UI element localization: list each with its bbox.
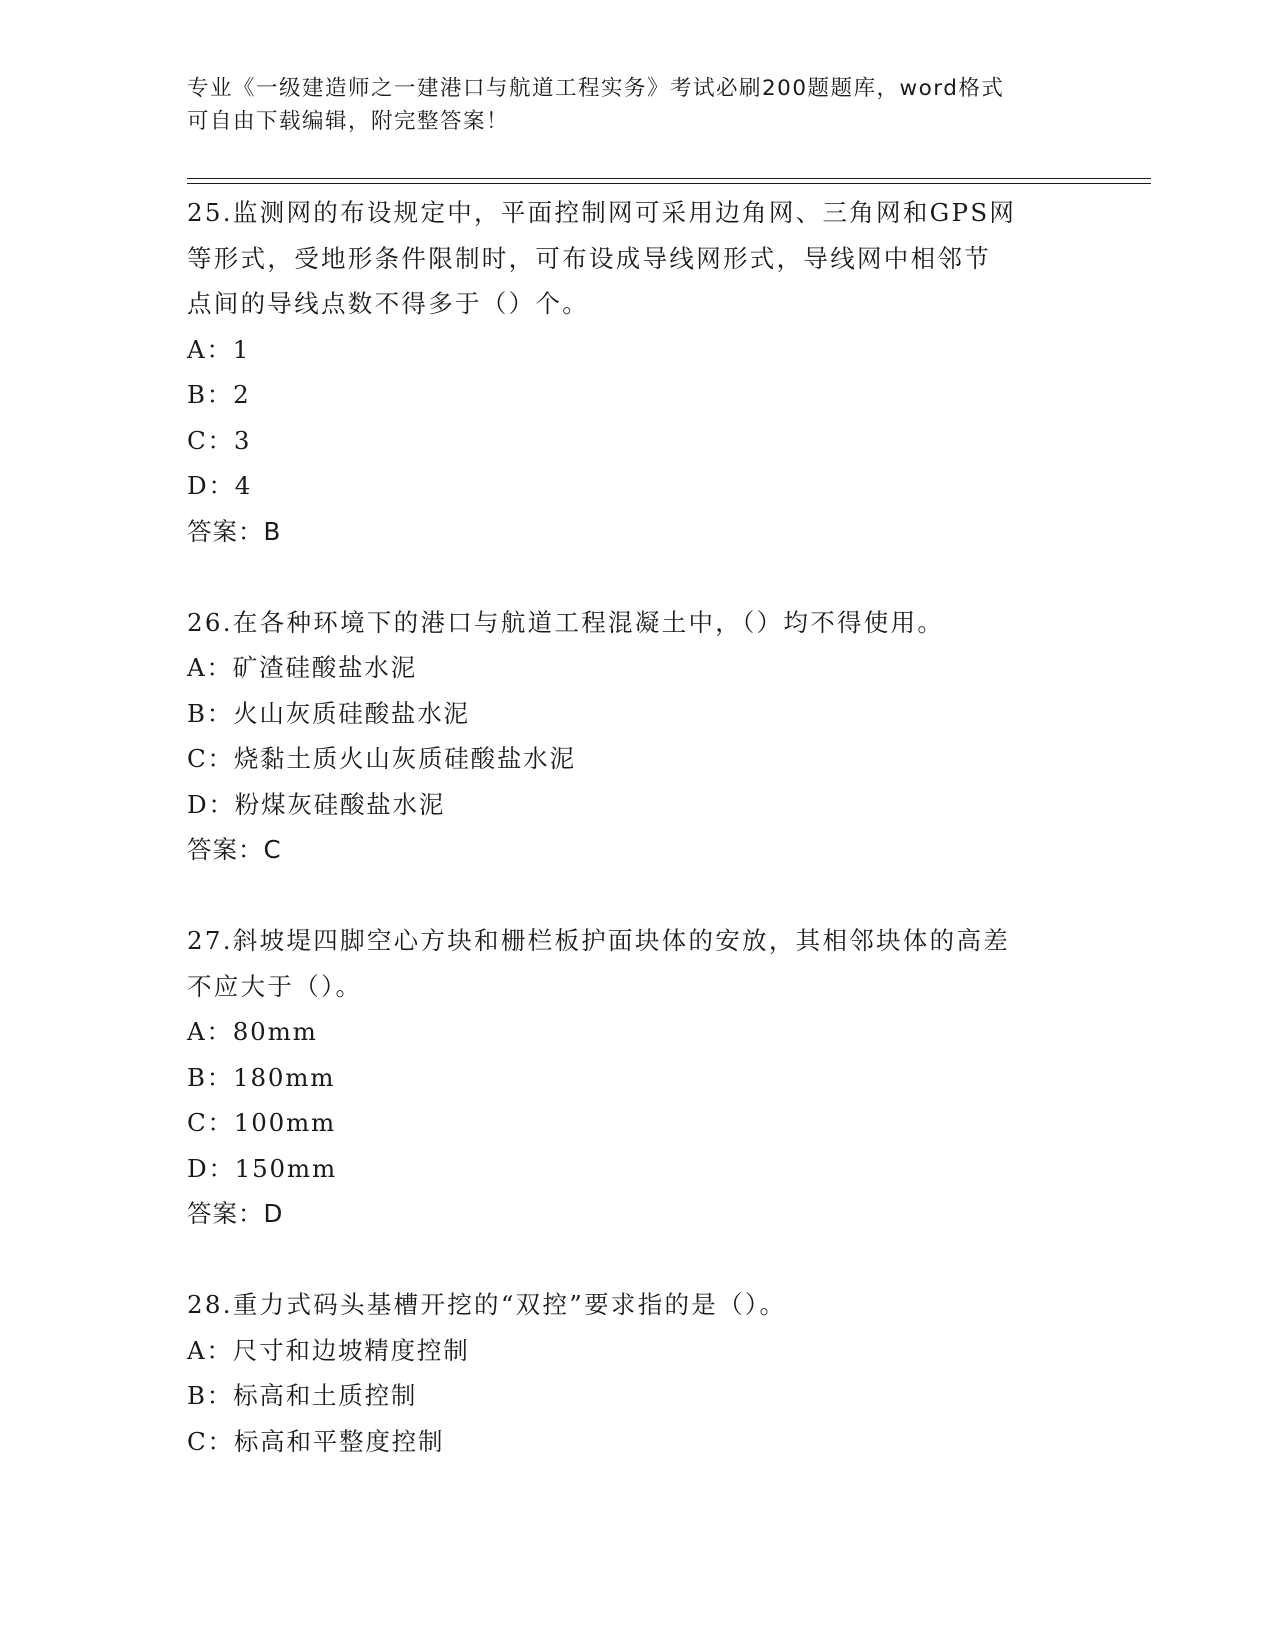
header-divider-bottom [187,183,1151,184]
option-b: B：标高和土质控制 [187,1381,418,1410]
answer: 答案：C [187,835,282,864]
option-b: B：180mm [187,1062,336,1092]
option-c: C：烧黏土质火山灰质硅酸盐水泥 [187,744,576,773]
question-28 [187,1282,1087,1464]
question-stem-line: 26.在各种环境下的港口与航道工程混凝土中，（）均不得使用。 [187,607,945,637]
option-c: C：3 [187,425,252,455]
option-a: A：矿渣硅酸盐水泥 [187,653,417,682]
document-header [187,72,1067,138]
question-stem-line: 不应大于（）。 [187,971,363,1001]
question-stem-line: 28.重力式码头基槽开挖的“双控”要求指的是（）。 [187,1290,787,1319]
question-stem-line: 25.监测网的布设规定中，平面控制网可采用边角网、三角网和GPS网 [187,198,1017,227]
option-b: B：2 [187,380,251,409]
question-list [187,190,1087,1510]
question-stem-line: 等形式，受地形条件限制时，可布设成导线网形式，导线网中相邻节 [187,243,991,273]
question-25 [187,190,1087,554]
header-line-2: 可自由下载编辑，附完整答案！ [187,109,510,134]
option-a: A：1 [187,334,251,364]
option-c: C：100mm [187,1108,337,1137]
option-a: A：80mm [187,1017,318,1046]
option-d: D：4 [187,471,253,500]
question-27 [187,918,1087,1237]
option-c: C：标高和平整度控制 [187,1426,445,1456]
option-a: A：尺寸和边坡精度控制 [187,1335,470,1365]
answer: 答案：B [187,516,282,546]
answer: 答案：D [187,1199,284,1228]
header-divider-top [187,178,1151,179]
option-d: D：粉煤灰硅酸盐水泥 [187,789,446,819]
question-stem-line: 27.斜坡堤四脚空心方块和栅栏板护面块体的安放，其相邻块体的高差 [187,926,1011,955]
header-line-1: 专业《一级建造师之一建港口与航道工程实务》考试必刷200题题库，word格式 [187,76,1005,101]
question-26 [187,600,1087,873]
option-b: B：火山灰质硅酸盐水泥 [187,698,470,728]
question-stem-line: 点间的导线点数不得多于（）个。 [187,289,589,318]
option-d: D：150mm [187,1153,337,1183]
